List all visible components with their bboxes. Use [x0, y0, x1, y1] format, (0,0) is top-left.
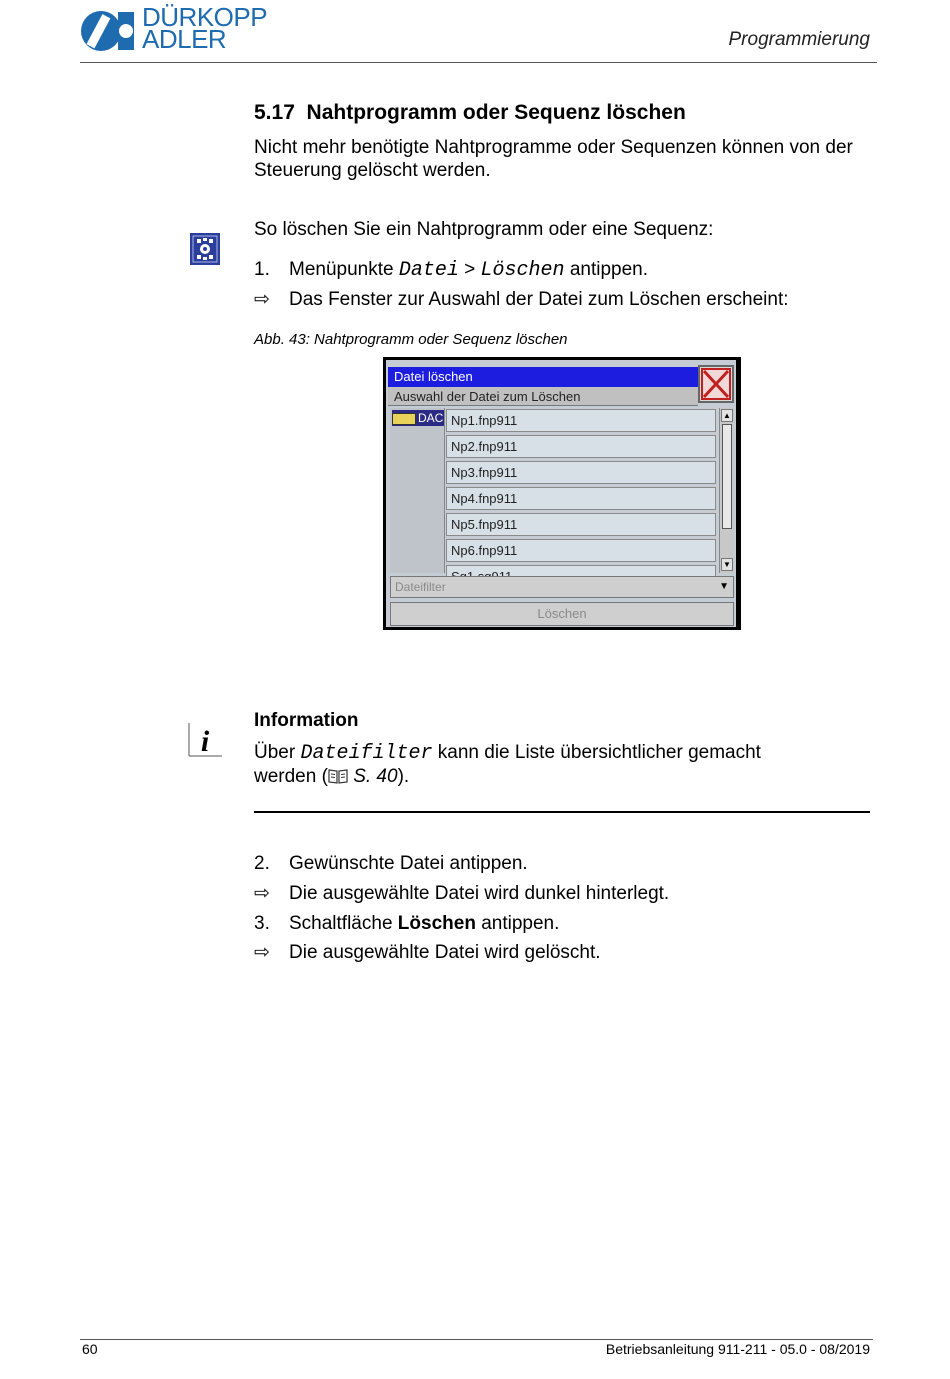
info-pre: Über	[254, 742, 301, 763]
procedure-icon	[190, 233, 220, 265]
header-divider	[80, 62, 877, 63]
book-icon	[328, 768, 348, 784]
page-number: 60	[82, 1341, 98, 1357]
info-title: Information	[254, 710, 359, 731]
info-post: kann die Liste übersichtlicher gemacht	[432, 742, 761, 763]
heading-number: 5.17	[254, 101, 295, 124]
step-number-1: 1.	[254, 259, 270, 280]
file-list-item[interactable]: Np2.fnp911	[446, 435, 716, 458]
file-list-item[interactable]: Np3.fnp911	[446, 461, 716, 484]
screen-figure	[383, 357, 741, 630]
heading-title: Nahtprogramm oder Sequenz löschen	[306, 101, 686, 124]
step-text-3	[289, 912, 559, 935]
info-code: Dateifilter	[300, 742, 433, 765]
logo-line-2: ADLER	[142, 24, 227, 54]
logo-line-1: DÜRKOPP	[142, 2, 268, 32]
step-text-1	[289, 258, 648, 282]
step-number-3: 3.	[254, 913, 270, 934]
window-title: Datei löschen	[388, 367, 698, 387]
menu-datei: Datei	[398, 259, 459, 282]
window-subtitle: Auswahl der Datei zum Löschen	[388, 387, 698, 406]
step-number-2: 2.	[254, 853, 270, 874]
result-arrow-icon-3: ⇨	[254, 942, 270, 963]
file-list-item[interactable]: Np6.fnp911	[446, 539, 716, 562]
folder-icon	[392, 413, 416, 425]
figure-caption: Abb. 43: Nahtprogramm oder Sequenz löschen	[254, 331, 568, 348]
info-line2-post: ).	[397, 766, 410, 787]
step1-sep: >	[458, 259, 481, 280]
page-heading	[254, 101, 686, 125]
step3-pre: Schaltfläche	[289, 913, 398, 934]
section-title: Programmierung	[728, 29, 870, 50]
step-text-2: Gewünschte Datei antippen.	[289, 853, 528, 874]
file-list	[446, 408, 718, 573]
file-list-item[interactable]: Np4.fnp911	[446, 487, 716, 510]
result-text-2: Die ausgewählte Datei wird dunkel hinterlegt.	[289, 883, 670, 904]
howto-line: So löschen Sie ein Nahtprogramm oder eine Sequenz:	[254, 219, 714, 240]
delete-file-window	[386, 360, 736, 627]
scroll-thumb[interactable]	[722, 424, 732, 529]
file-list-scrollbar[interactable]	[719, 408, 734, 573]
scroll-up-icon[interactable]: ▲	[721, 409, 733, 422]
file-list-item[interactable]: Np1.fnp911	[446, 409, 716, 432]
result-arrow-icon-2: ⇨	[254, 883, 270, 904]
result-arrow-icon-1: ⇨	[254, 289, 270, 310]
footer-divider	[80, 1339, 873, 1340]
file-filter-dropdown[interactable]	[390, 576, 734, 598]
chevron-down-icon: ▼	[719, 581, 729, 592]
folder-label: DAC	[418, 411, 444, 425]
step3-post: antippen.	[475, 913, 560, 934]
step1-pre: Menüpunkte	[289, 259, 399, 280]
document-id: Betriebsanleitung 911-211 - 05.0 - 08/2019	[605, 1341, 870, 1357]
result-text-1: Das Fenster zur Auswahl der Datei zum Löschen erscheint:	[289, 289, 789, 310]
delete-button[interactable]: Löschen	[390, 602, 734, 626]
scroll-down-icon[interactable]: ▼	[721, 558, 733, 571]
info-divider	[254, 811, 870, 813]
menu-loeschen: Löschen	[480, 259, 565, 282]
info-line-2	[254, 765, 409, 788]
result-text-3: Die ausgewählte Datei wird gelöscht.	[289, 942, 601, 963]
close-icon[interactable]	[698, 365, 734, 403]
step3-bold: Löschen	[397, 913, 476, 934]
folder-tree-item[interactable]	[392, 410, 444, 426]
info-line-1	[254, 741, 874, 765]
svg-text:i: i	[200, 725, 210, 758]
page-reference-link[interactable]: S. 40	[353, 766, 398, 787]
intro-paragraph: Nicht mehr benötigte Nahtprogramme oder Sequenzen können von der Steuerung gelöscht werden.	[254, 137, 853, 181]
brand-logo-text	[142, 2, 268, 54]
brand-logo-mark	[80, 10, 136, 52]
file-filter-label: Dateifilter	[395, 580, 446, 594]
file-list-item[interactable]: Np5.fnp911	[446, 513, 716, 536]
folder-tree	[390, 408, 445, 573]
info-icon	[188, 723, 222, 757]
step1-post: antippen.	[564, 259, 649, 280]
info-line2-pre: werden (	[254, 766, 328, 787]
